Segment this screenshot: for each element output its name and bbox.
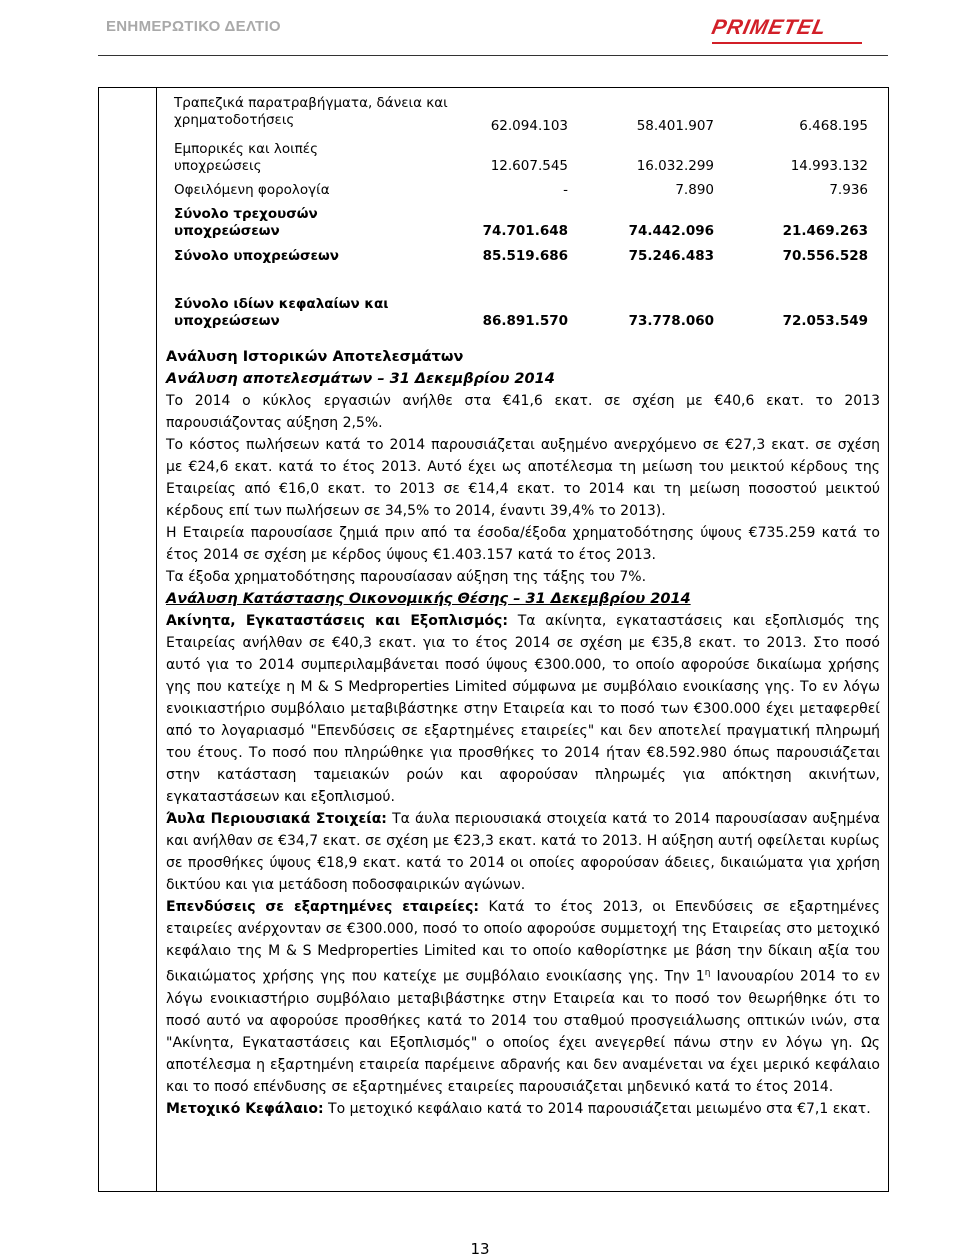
row-value-2013: 73.778.060 [628,313,714,329]
paragraph: Το 2014 ο κύκλος εργασιών ανήλθε στα €41,6 εκατ. σε σχέση με €40,6 εκατ. το 2013 παρουσιάζοντας αύξηση 2,5%. [166,393,880,431]
row-value-2014: - [563,182,568,198]
paragraph: Τα έξοδα χρηματοδότησης παρουσίασαν αύξηση της τάξης του 7%. [166,569,647,585]
paragraph-term: Επενδύσεις σε εξαρτημένες εταιρείες: [166,899,479,915]
section-heading: Ανάλυση Κατάστασης Οικονομικής Θέσης – 31 Δεκεμβρίου 2014 [166,591,691,607]
section-heading: Ανάλυση Ιστορικών Αποτελεσμάτων [166,349,464,365]
row-value-2013: 7.890 [675,182,714,198]
row-value-2014: 86.891.570 [482,313,568,329]
row-label: Τραπεζικά παρατραβήγματα, δάνεια και χρηματοδοτήσεις [174,95,448,128]
row-value-2013: 74.442.096 [628,223,714,239]
row-label: Οφειλόμενη φορολογία [174,182,330,198]
paragraph-text: Τα άυλα περιουσιακά στοιχεία κατά το 2014 παρουσίασαν αυξημένα και ανήλθαν σε €34,7 εκατ. σε σχέση με €23,3 εκατ. κατά το 2013. Η αύξηση αυτή οφείλεται κυρίως σε προσθήκες ύψους €18,9 εκατ. κατά το 2014 οι οποίες αφορούσαν άδειες, δικαιώματα για χρήση δικτύου και για μετάδοση ποδοσφαιρικών αγώνων. [166,811,880,893]
table-row [174,141,874,175]
ppe-paragraph [166,610,880,808]
row-value-2012: 14.993.132 [790,158,868,174]
row-value-2013: 75.246.483 [628,248,714,264]
row-value-2014: 62.094.103 [490,118,568,134]
row-value-2013: 16.032.299 [636,158,714,174]
superscript: η [704,968,711,978]
frame-left-column-divider [156,87,157,1191]
paragraph-term: Μετοχικό Κεφάλαιο: [166,1100,324,1117]
page-number: 13 [470,1240,490,1258]
paragraph-text: Τα ακίνητα, εγκαταστάσεις και εξοπλισμός της Εταιρείας ανήλθαν σε €40,3 εκατ. για το έτος 2014 σε σχέση με €35,8 εκατ. το 2013. Στο ποσό αυτό για το 2014 συμπεριλαμβάνεται ποσό ύψους €300.000, το οποίο αφορούσε δικαίωμα χρήσης γης που κατείχε η M & S Medproperties Limited σύμφωνα με συμβόλαιο ενοικίασης γης. Το εν λόγω ενοικιαστήριο συμβόλαιο μεταβιβάστηκε στην Εταιρεία και το ποσό των €300.000 έχει μεταφερθεί από το λογαριασμό "Επενδύσεις σε εξαρτημένες εταιρείες" και δεν αποτελεί πραγματική πληρωμή του έτους. Το ποσό που πληρώθηκε για προσθήκες το 2014 ήταν €8.592.980 όπως παρουσιάζεται στην κατάσταση ταμειακών ροών και αφορούσαν πληρωμές για απόκτηση ακινήτων, εγκαταστάσεων και εξοπλισμού. [166,613,880,805]
row-value-2014: 12.607.545 [490,158,568,174]
balance-sheet-table [174,95,874,330]
table-row-total [174,206,874,240]
table-row-total [174,296,874,330]
frame-bottom-rule [98,1191,888,1192]
header-divider [98,55,888,56]
row-value-2012: 72.053.549 [782,313,868,329]
row-value-2012: 7.936 [829,182,868,198]
row-value-2014: 74.701.648 [482,223,568,239]
table-row [174,95,874,135]
report-body [166,346,880,1120]
paragraph-term: Άυλα Περιουσιακά Στοιχεία: [166,811,387,827]
row-value-2012: 70.556.528 [782,248,868,264]
logo-wordmark: PRIMETEL [709,16,829,39]
row-value-2014: 85.519.686 [482,248,568,264]
logo-underline [712,42,862,44]
paragraph-text: Το μετοχικό κεφάλαιο κατά το 2014 παρουσιάζεται μειωμένο στα €7,1 εκατ. [323,1100,871,1117]
row-label: Σύνολο ιδίων κεφαλαίων και υποχρεώσεων [174,296,389,329]
paragraph: Το κόστος πωλήσεων κατά το 2014 παρουσιάζεται αυξημένο ανερχόμενο σε €27,3 εκατ. σε σχέση με €24,6 εκατ. κατά το έτος 2013. Αυτό έχει ως αποτέλεσμα τη μείωση του μεικτού κέρδους της Εταιρείας από €16,0 εκατ. το 2013 σε €14,4 εκατ. το 2014 και τη μείωση ποσοστού μεικτού κέρδους επί των πωλήσεων σε 34,5% το 2014, έναντι 39,4% το 2013). [166,437,880,519]
primetel-logo [709,16,862,42]
table-row-total [174,248,874,265]
row-label: Σύνολο τρεχουσών υποχρεώσεων [174,206,318,239]
row-label: Σύνολο υποχρεώσεων [174,248,339,264]
paragraph-term: Ακίνητα, Εγκαταστάσεις και Εξοπλισμός: [166,613,508,629]
paragraph-text: Ιανουαρίου 2014 το εν λόγω ενοικιαστήριο συμβόλαιο μεταβιβάστηκε στην Εταιρεία και το ποσό τον θεωρήθηκε ότι το ποσό αυτό να αφορούσε προσθήκες κατά το 2014 του σταθμού προσγειάλωσης οπτικών ινών, στα "Ακίνητα, Εγκαταστάσεις και Εξοπλισμός" ο οποίος έχει ανεγερθεί πάνω στην εν λόγω γη. Ως αποτέλεσμα η εξαρτημένη εταιρεία παρέμεινε αδρανής και δεν αναμένεται να έχει μερικό κεφάλαιο και το ποσό επένδυσης σε εξαρτημένες εταιρείες παρουσιάζεται μηδενικό κατά το έτος 2014. [166,968,880,1095]
paragraph-text: Κατά το έτος 2013, οι Επενδύσεις σε εξαρτημένες εταιρείες ανέρχονταν σε €300.000, ποσό το οποίο αφορούσε συμμετοχή της Εταιρείας στο μετοχικό κεφάλαιο της M & S Medproperties Limited και το οποίο καθορίστηκε με βάση την δίκαιη αξία του δικαιώματος χρήσης γης που κατείχε με συμβόλαιο ενοικίασης γης. Την 1 [166,899,880,985]
row-value-2012: 21.469.263 [782,223,868,239]
subsidiaries-paragraph [166,896,880,1098]
paragraph: Η Εταιρεία παρουσίασε ζημιά πριν από τα έσοδα/έξοδα χρηματοδότησης ύψους €735.259 κατά το έτος 2014 σε σχέση με κέρδος ύψους €1.403.157 κατά το έτος 2013. [166,525,880,563]
section-subheading: Ανάλυση αποτελεσμάτων – 31 Δεκεμβρίου 2014 [166,371,555,387]
row-label: Εμπορικές και λοιπές υποχρεώσεις [174,141,318,174]
table-row [174,182,874,199]
share-capital-paragraph [166,1098,880,1120]
row-value-2012: 6.468.195 [799,118,868,134]
intangibles-paragraph [166,808,880,896]
document-header-title: ΕΝΗΜΕΡΩΤΙΚΟ ΔΕΛΤΙΟ [106,18,281,35]
row-value-2013: 58.401.907 [636,118,714,134]
